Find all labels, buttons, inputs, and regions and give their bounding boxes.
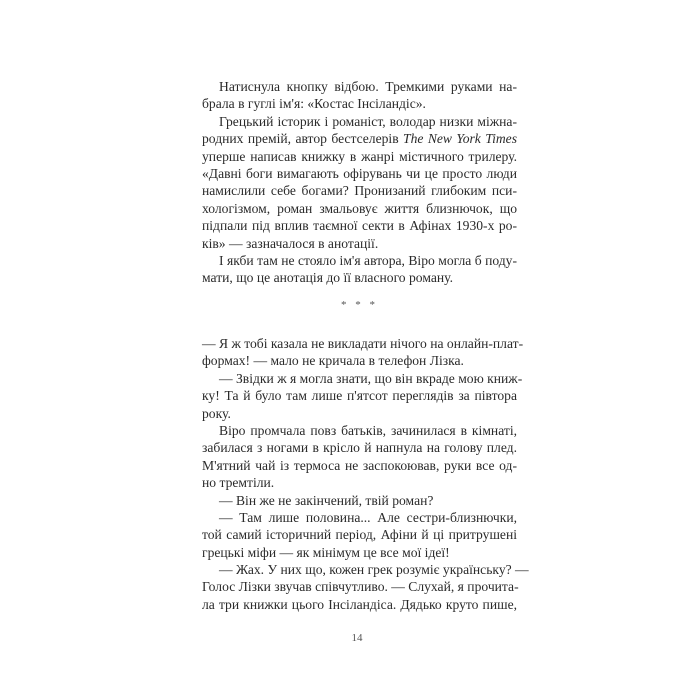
- text-line: забилася з ногами в крісло й напнула на голову плед.: [202, 440, 517, 456]
- text-line: І якби там не стояло ім'я автора, Віро могла б поду-: [219, 252, 517, 268]
- book-title-italic: The New York Times: [403, 131, 517, 147]
- text-line: — Жах. У них що, кожен грек розуміє українську? —: [219, 562, 529, 578]
- text-line: но тремтіли.: [202, 475, 275, 491]
- text-line: Грецький історик і романіст, володар низки міжна-: [219, 113, 517, 129]
- text-line: року.: [202, 405, 231, 421]
- text-line: — Він же не закінчений, твій роман?: [219, 492, 434, 508]
- text-line-with-title: [202, 130, 517, 147]
- text-line: ла три книжки цього Інсіландіса. Дядько круто пише,: [202, 596, 517, 612]
- text-line: ку! Та й було там лише п'ятсот переглядів за півтора: [202, 388, 517, 404]
- text-fragment: родних премій, автор бестселерів: [202, 131, 404, 147]
- text-line: брала в гуглі ім'я: «Костас Інсіландіс».: [202, 96, 426, 112]
- text-line: формах! — мало не кричала в телефон Лізка.: [202, 353, 464, 369]
- section-separator: * * *: [341, 299, 378, 311]
- text-line: намислили себе богами? Пронизаний глибоким пси-: [202, 183, 517, 199]
- text-line: Голос Лізки звучав співчутливо. — Слухай, я прочита-: [202, 579, 519, 595]
- text-line: ків» — зазначалося в анотації.: [202, 235, 379, 251]
- text-line: «Давні боги вимагають офірувань чи це просто люди: [202, 165, 517, 181]
- text-line: Віро промчала повз батьків, зачинилася в кімнаті,: [219, 422, 517, 438]
- text-line: М'ятний чай із термоса не заспокоював, руки все од-: [202, 457, 517, 473]
- text-line: — Звідки ж я могла знати, що він вкраде мою книж-: [219, 370, 523, 386]
- text-line: мати, що це анотація до її власного роману.: [202, 270, 453, 286]
- text-line: — Я ж тобі казала не викладати нічого на онлайн-плат-: [202, 336, 524, 351]
- text-line: хологізмом, роман змальовує життя близнючок, що: [202, 200, 517, 216]
- text-line: підпали під вплив таємної секти в Афінах 1930-х ро-: [202, 218, 517, 234]
- page-number: 14: [351, 632, 363, 644]
- text-block-dialogue: [202, 335, 529, 613]
- text-line: той самий історичний період, Афіни й ці притрушені: [202, 527, 517, 543]
- text-line: Натиснула кнопку відбою. Тремкими руками на-: [219, 79, 517, 94]
- text-line: грецькі міфи — як мінімум це все мої ідеї!: [202, 544, 450, 560]
- text-block-annotation: [202, 78, 517, 287]
- text-line: — Там лише половина... Але сестри-близнючки,: [219, 509, 517, 525]
- text-line: уперше написав книжку в жанрі містичного трилеру.: [202, 148, 517, 164]
